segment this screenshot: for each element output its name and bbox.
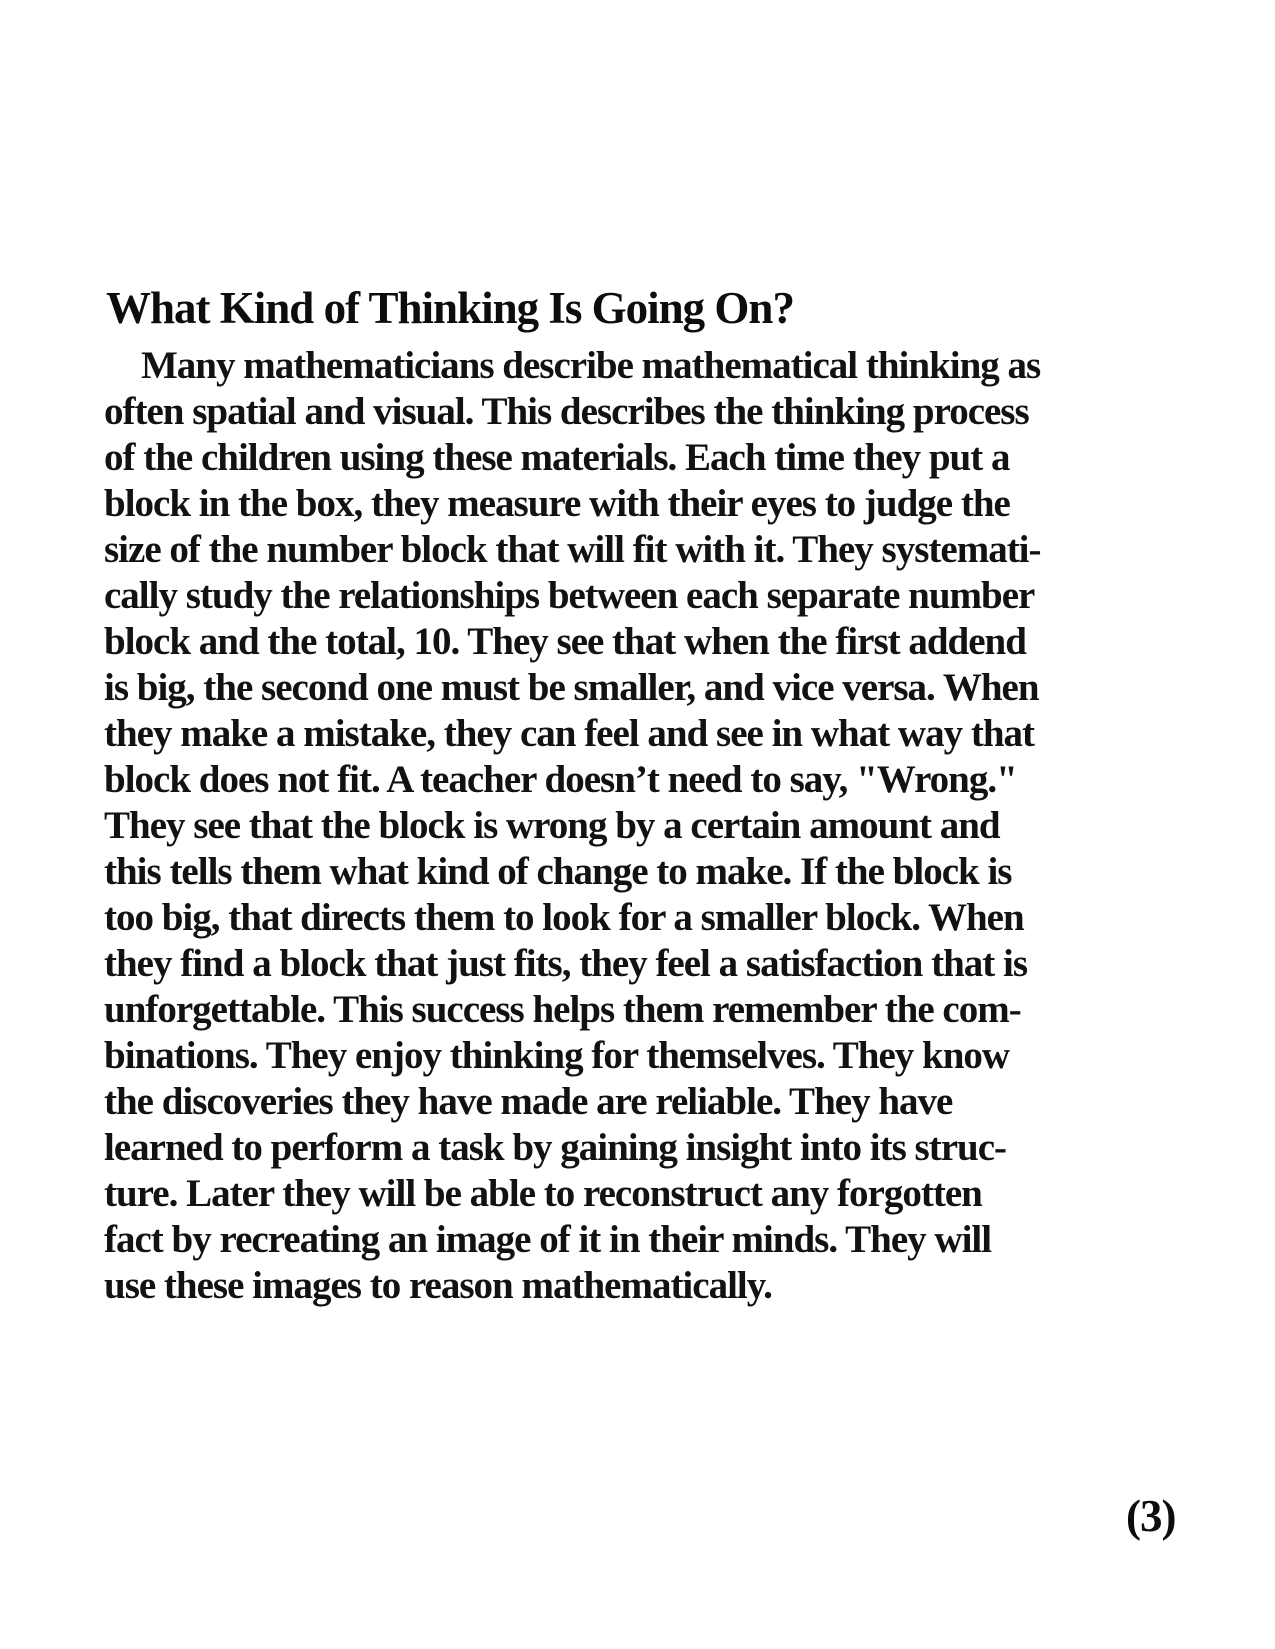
body-paragraph [104,343,1041,1309]
body-line: Many mathematicians describe mathematical thinking as [141,344,1041,387]
body-line: learned to perform a task by gaining insight into its struc- [104,1126,1007,1169]
body-line: they find a block that just fits, they feel a satisfaction that is [104,942,1028,985]
body-line: binations. They enjoy thinking for themselves. They know [104,1034,1010,1077]
body-line: is big, the second one must be smaller, and vice versa. When [104,666,1039,709]
body-line: too big, that directs them to look for a smaller block. When [104,896,1024,939]
body-line: cally study the relationships between each separate number [104,574,1035,617]
body-line: block and the total, 10. They see that when the first addend [104,620,1026,663]
body-line: the discoveries they have made are reliable. They have [104,1080,953,1123]
body-line: size of the number block that will fit with it. They systemati- [104,528,1041,571]
body-line: use these images to reason mathematically. [104,1264,772,1307]
body-line: They see that the block is wrong by a certain amount and [104,804,1000,847]
body-line: ture. Later they will be able to reconstruct any forgotten [104,1172,982,1215]
body-line: often spatial and visual. This describes the thinking process [104,390,1029,433]
body-line: this tells them what kind of change to make. If the block is [104,850,1012,893]
body-line: unforgettable. This success helps them remember the com- [104,988,1021,1031]
body-line: block in the box, they measure with their eyes to judge the [104,482,1010,525]
body-line: block does not fit. A teacher doesn’t need to say, "Wrong." [104,758,1017,801]
body-line: of the children using these materials. Each time they put a [104,436,1010,479]
page-number: (3) [1126,1491,1176,1541]
body-line: they make a mistake, they can feel and see in what way that [104,712,1035,755]
body-line: fact by recreating an image of it in their minds. They will [104,1218,992,1261]
page-title: What Kind of Thinking Is Going On? [106,283,794,333]
